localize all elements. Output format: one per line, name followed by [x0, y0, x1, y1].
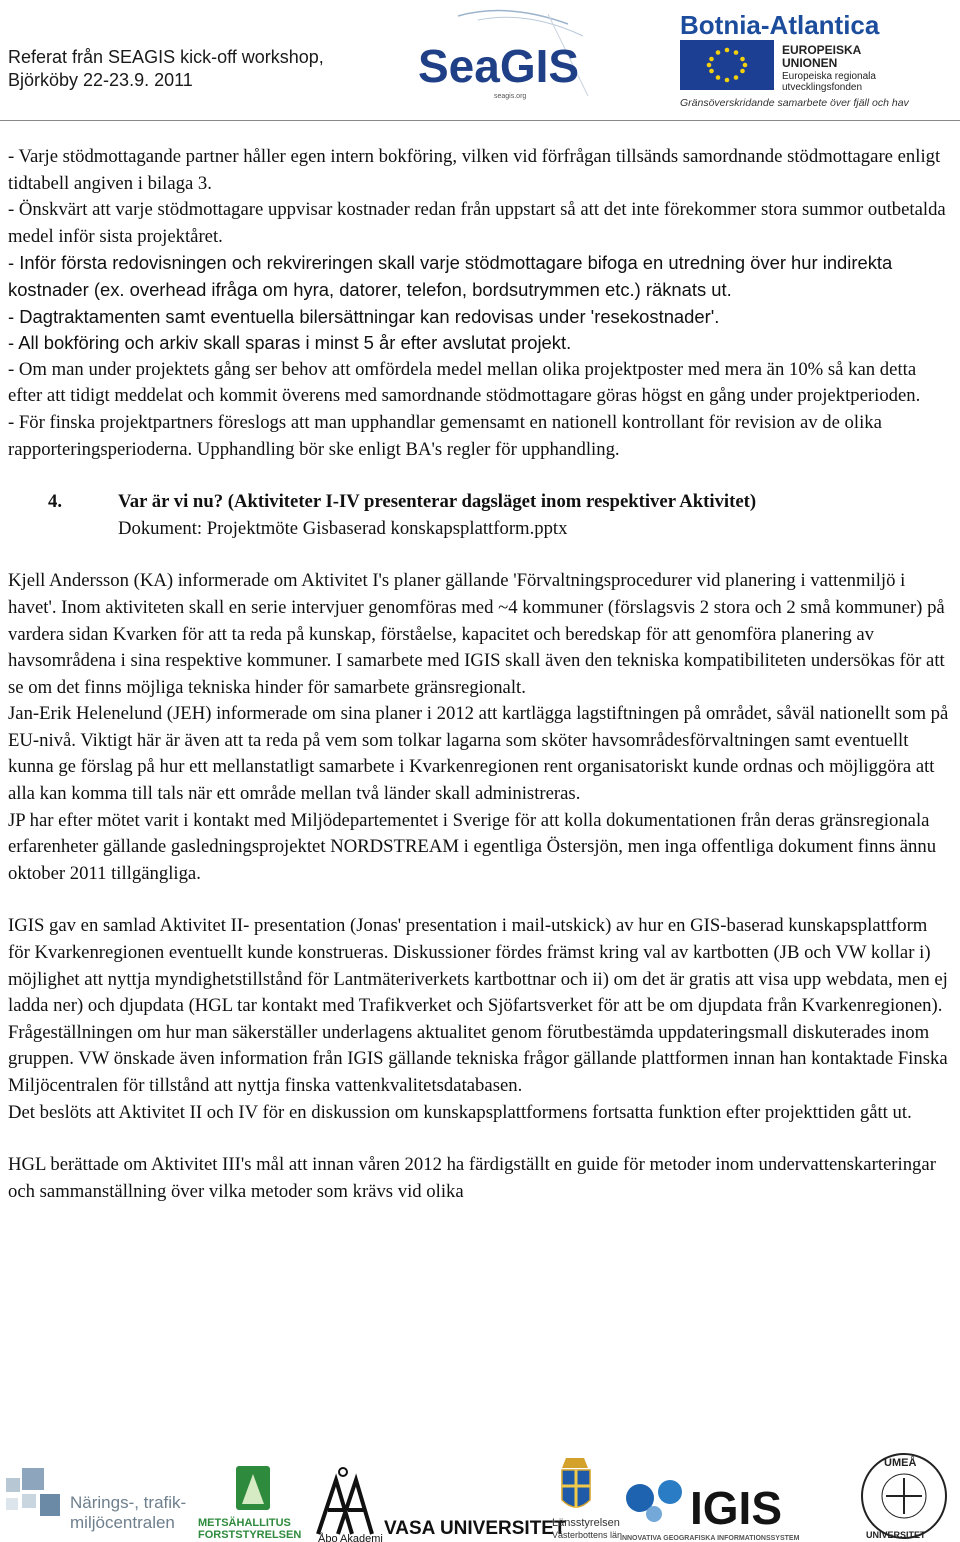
eu-line1: EUROPEISKA — [782, 43, 862, 57]
paragraph: JP har efter mötet varit i kontakt med Miljödepartementet i Sverige för att kolla dokumentationen från deras gränsregionala erfarenheter gällande gasledningsprojektet NORDSTREAM i egentliga Östersjön, men inga offentliga dokument finns ännu oktober 2011 tillgängliga. — [8, 809, 937, 884]
paragraph: Jan-Erik Helenelund (JEH) informerade om sina planer i 2012 att kartlägga lagstiftningen på området, såväl nationellt som på EU-nivå. Viktigt här är även att ta reda på vem som tolkar lagarna som sköter havsområdesförvaltningen samt eventuellt kunna ge förslag på hur ett mellanstatligt samarbete i Kvarkenregionen rent organisatoriskt kunde ordnas och möjliggöra att alla kan komma till tals när ett område mellan två länder skall administreras. — [8, 703, 949, 805]
umea-universitet-logo — [862, 1454, 946, 1540]
section-subtitle: (Aktiviteter I-IV presenterar dagsläget inom respektiver Aktivitet) — [227, 491, 757, 513]
abo-text: Åbo Akademi — [318, 1533, 383, 1542]
bullet-item: - Om man under projektets gång ser behov att omfördela medel mellan olika projektposter med mera än 10% så kan detta efter att tidigt meddelat och kommit överens med samordnande stödmottagare göras högst en gång under projektperioden. — [8, 358, 921, 407]
document-body — [8, 144, 952, 1205]
paragraph: IGIS gav en samlad Aktivitet II- presentation (Jonas' presentation i mail-utskick) av hur en GIS-baserad kunskapsplattform för Kvarkenregionen eventuellt kunde konstrueras. Diskussioner fördes främst kring val av kartbotten (JB och VW kollar i) möjlighet att nyttja myndighetstillstånd för Lantmäteriverkets kartbottnar och ii) om det är gratis att visa upp webdata, men ej ladda ner) och djupdata (HGL tar kontakt med Trafikverket och Sjöfartsverket för att be om djupdata från Kvarkenregionen). Frågeställningen om hur man säkerställer underlagens aktualitet genom förutbestämda uppdateringsmall diskuterades inom gruppen. VW önskade även information från IGIS gällande tekniska frågor gällande plattformen innan han kontaktade Finska Miljöcentralen för tillstånd att nyttja finska vattenkvalitetsdatabasen. — [8, 915, 948, 1096]
lansstyrelsen-logo — [552, 1458, 622, 1540]
seagis-logo-text: SeaGIS — [418, 40, 580, 92]
metsa-line1: METSÄHALLITUS — [198, 1517, 291, 1529]
header-title-line2: Björköby 22-23.9. 2011 — [8, 70, 193, 90]
eu-line3: Europeiska regionala — [782, 71, 876, 82]
paragraph: HGL berättade om Aktivitet III's mål att innan våren 2012 ha färdigställt en guide för metoder inom undervattenskarteringar och sammanställning över vilka metoder som krävs vid olika — [8, 1154, 936, 1202]
eu-line4: utvecklingsfonden — [782, 82, 863, 93]
paragraph: Det beslöts att Aktivitet II och IV för en diskussion om kunskapsplattformens fortsatta funktion efter projekttiden gått ut. — [8, 1101, 912, 1123]
igis-tagline: INNOVATIVA GEOGRAFISKA INFORMATIONSSYSTEM — [620, 1535, 800, 1542]
bullet-item: - Inför första redovisningen och rekvireringen skall varje stödmottagare bifoga en utredning över hur indirekta kostnader (ex. overhead ifråga om hyra, datorer, telefon, bordsutrymmen etc.) räknats ut. — [8, 252, 893, 300]
bullet-item: - Varje stödmottagande partner håller egen intern bokföring, vilken vid förfrågan tillsänds samordnande stödmottagare enligt tidtabell angiven i bilaga 3. — [8, 146, 941, 194]
partner-logos — [0, 1438, 960, 1542]
ntm-centre-logo — [6, 1468, 186, 1532]
bullet-item: - Önskvärt att varje stödmottagare uppvisar kostnader redan från uppstart så att det inte förekommer stora summor outbetalda medel inför sista projektåret. — [8, 199, 946, 247]
header-title-line1: Referat från SEAGIS kick-off workshop, — [8, 47, 324, 67]
section-document: Dokument: Projektmöte Gisbaserad konskapsplattform.pptx — [118, 517, 568, 539]
lansstyrelsen-line2: Västerbottens län — [552, 1530, 623, 1540]
metsa-line2: FORSTSTYRELSEN — [198, 1529, 302, 1541]
botnia-logo-text: Botnia-Atlantica — [680, 10, 880, 40]
vasa-universitet-logo: VASA UNIVERSITET — [384, 1518, 566, 1539]
eu-line2: UNIONEN — [782, 56, 838, 70]
seagis-url: seagis.org — [494, 93, 527, 100]
section-title: Var är vi nu? — [118, 491, 224, 513]
eu-flag-icon — [680, 40, 774, 90]
umea-bottom-text: UNIVERSITET — [866, 1530, 926, 1540]
page-header — [0, 0, 960, 118]
section-heading — [8, 489, 952, 542]
paragraph: Kjell Andersson (KA) informerade om Aktivitet I's planer gällande 'Förvaltningsprocedurer vid planering i vattenmiljö i havet'. Inom aktiviteten skall en serie intervjuer genomföras med ~4 kommuner (förslagsvis 2 stora och 2 små kommuner) på vardera sidan Kvarken för att ta reda på kunskap, förståelse, kapacitet och beredskap för att genomföra planering av havsområdena i sina respektive kommuner. I samarbete med IGIS skall även den tekniska kompatibiliteten undersökas för att se om det finns möjliga tekniska hinder för samarbete gränsregionalt. — [8, 570, 945, 698]
bullet-item: - För finska projektpartners föreslogs att man upphandlar gemensamt en nationell kontrollant för revision av de olika rapporteringsperioderna. Upphandling bör ske enligt BA's regler för upphandling. — [8, 411, 882, 460]
seagis-logo — [398, 6, 598, 110]
header-title — [8, 46, 324, 92]
section-number: 4. — [48, 491, 63, 513]
header-divider — [0, 120, 960, 121]
umea-top-text: UMEÅ — [884, 1457, 917, 1469]
eu-tagline: Gränsöverskridande samarbete över fjäll och hav — [680, 97, 909, 109]
bullet-item: - Dagtraktamenten samt eventuella bilersättningar kan redovisas under 'resekostnader'. — [8, 305, 720, 327]
igis-logo — [620, 1480, 800, 1542]
igis-text: IGIS — [690, 1482, 783, 1534]
ntm-line1: Närings-, trafik- — [70, 1493, 187, 1512]
lansstyrelsen-line1: Länsstyrelsen — [552, 1517, 620, 1529]
metsahallitus-logo — [198, 1466, 301, 1541]
abo-akademi-logo — [318, 1468, 383, 1542]
ntm-line2: miljöcentralen — [70, 1513, 175, 1532]
botnia-atlantica-logo — [676, 4, 956, 112]
bullet-item: - All bokföring och arkiv skall sparas i minst 5 år efter avslutat projekt. — [8, 332, 572, 354]
